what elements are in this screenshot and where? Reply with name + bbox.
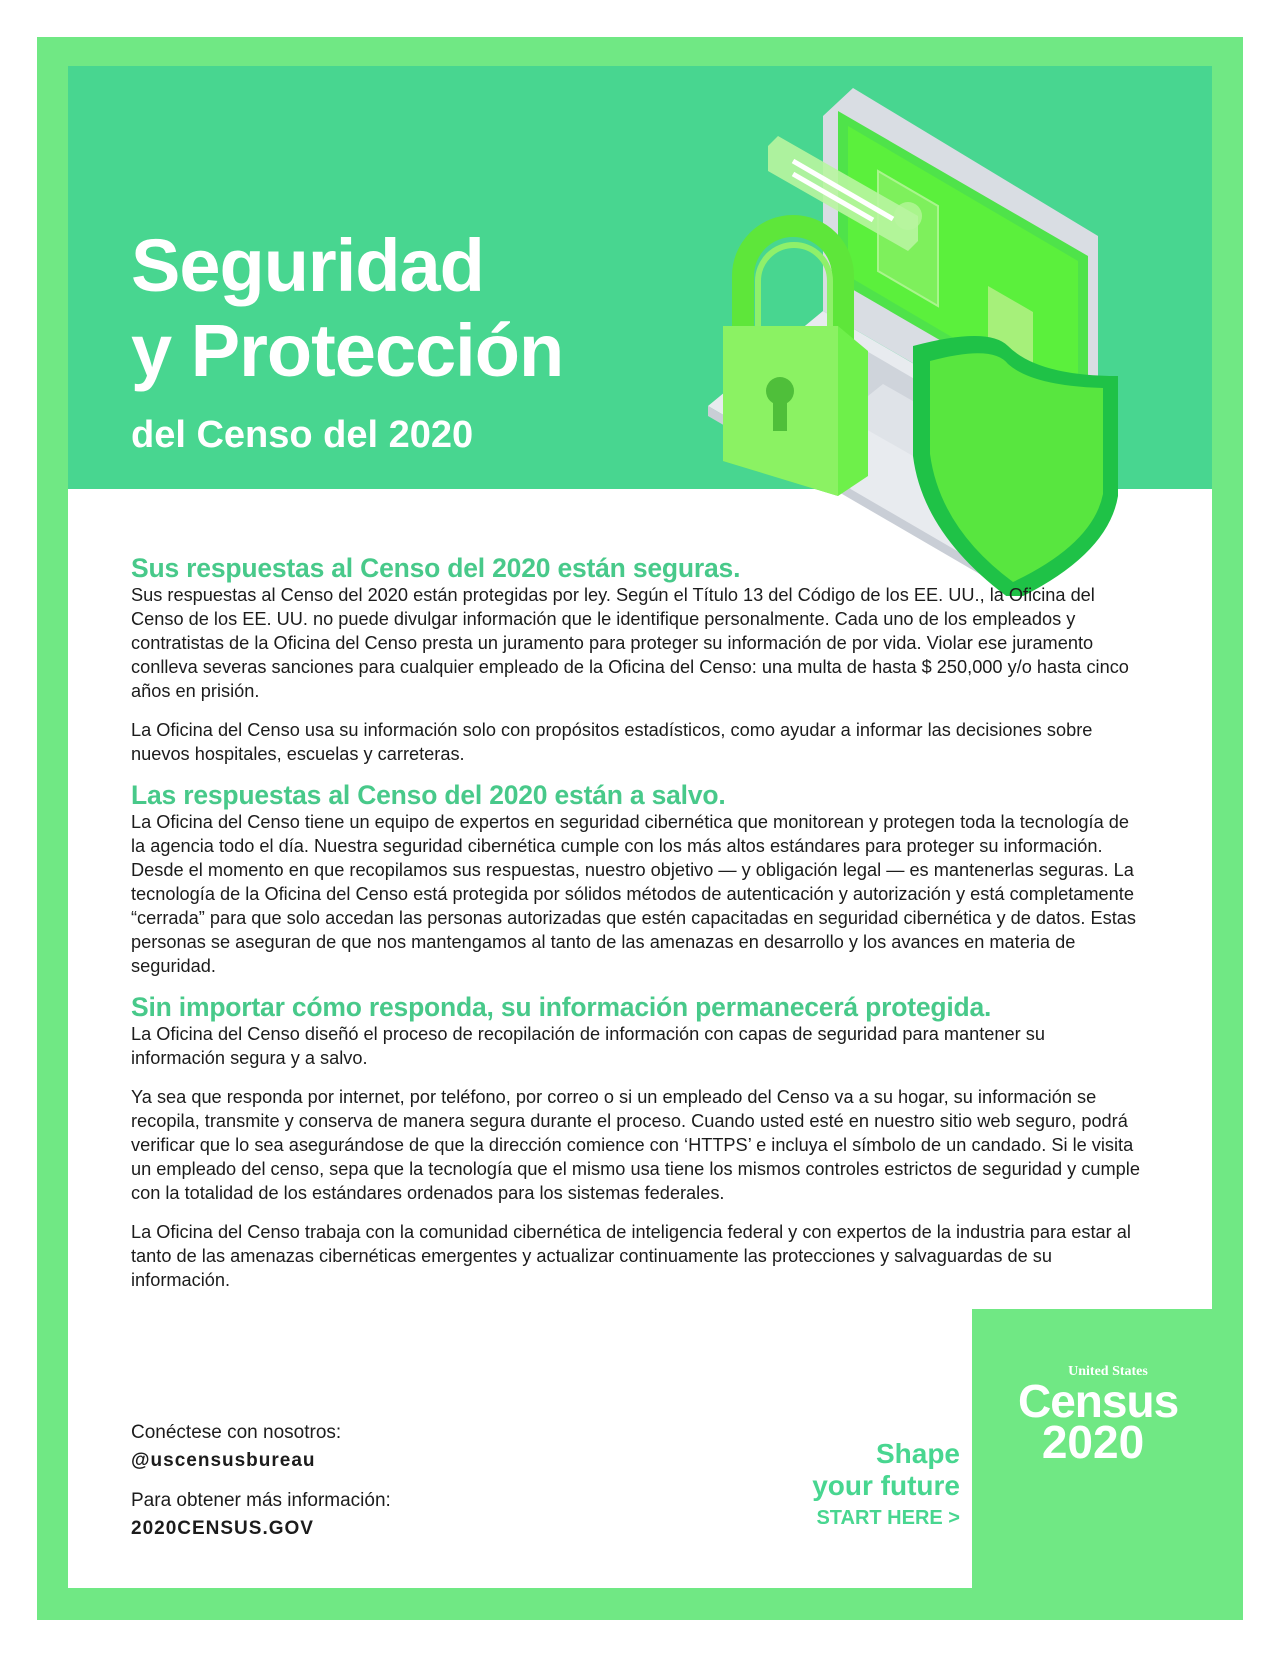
logo-united-states: United States (1068, 1364, 1148, 1379)
tagline-line-1: Shape (875, 1438, 960, 1469)
section-3-heading: Sin importar cómo responda, su información permanecerá protegida. (131, 992, 992, 1022)
flyer (68, 66, 1212, 1588)
start-here-link[interactable]: START HERE > (816, 1507, 960, 1529)
main-content (131, 553, 1141, 1292)
security-illustration (668, 76, 1208, 596)
title-line-2: y Protección (131, 309, 564, 392)
section-1-heading: Sus respuestas al Censo del 2020 están seguras. (131, 553, 741, 583)
connect-label: Conéctese con nosotros: (131, 1422, 342, 1443)
page-title (131, 223, 563, 393)
title-line-1: Seguridad (131, 224, 484, 307)
padlock-icon (723, 226, 868, 496)
section-1-paragraph-1: Sus respuestas al Censo del 2020 están protegidas por ley. Según el Título 13 del Código de los EE. UU., la Oficina del Censo de los EE. UU. no puede divulgar información que le identifique personalmente. Cada uno de los empleados y contratistas de la Oficina del Censo presta un juramento para proteger su información de por vida. Violar ese juramento conlleva severas sanciones para cualquier empleado de la Oficina del Censo: una multa de hasta $ 250,000 y/o hasta cinco años en prisión. (131, 585, 1129, 701)
info-label: Para obtener más información: (131, 1490, 391, 1511)
tagline-line-2: your future (812, 1470, 960, 1501)
section-1-paragraph-2: La Oficina del Censo usa su información solo con propósitos estadísticos, como ayudar a informar las decisiones sobre nuevos hospitales, escuelas y carreteras. (131, 720, 1093, 764)
section-2-paragraph-1: La Oficina del Censo tiene un equipo de expertos en seguridad cibernética que monitorean y protegen toda la tecnología de la agencia todo el día. Nuestra seguridad cibernética cumple con los más altos estándares para proteger su información. Desde el momento en que recopilamos sus respuestas, nuestro objetivo — y obligación legal — es mantenerlas seguras. La tecnología de la Oficina del Censo está protegida por sólidos métodos de autenticación y autorización y está completamente “cerrada” para que solo accedan las personas autorizadas que estén capacitadas en seguridad cibernética y de datos. Estas personas se aseguran de que nos mantengamos al tanto de las amenazas en desarrollo y los avances en materia de seguridad. (131, 812, 1136, 976)
section-3-paragraph-2: Ya sea que responda por internet, por teléfono, por correo o si un empleado del Censo va a su hogar, su información se recopila, transmite y conserva de manera segura durante el proceso. Cuando usted esté en nuestro sitio web seguro, podrá verificar que lo sea asegurándose de que la dirección comience con ‘HTTPS’ e incluya el símbolo de un candado. Si le visita un empleado del censo, sepa que la tecnología que el mismo usa tiene los mismos controles estrictos de seguridad y cumple con la totalidad de los estándares ordenados para los sistemas federales. (131, 1087, 1140, 1203)
tagline (812, 1438, 960, 1532)
social-handle-link[interactable]: @uscensusbureau (131, 1450, 316, 1471)
logo-year: 2020 (1041, 1416, 1145, 1468)
page-subtitle: del Censo del 2020 (131, 414, 474, 456)
website-link[interactable]: 2020CENSUS.GOV (131, 1518, 314, 1539)
section-3-paragraph-1: La Oficina del Censo diseñó el proceso de recopilación de información con capas de seguridad para mantener su información segura y a salvo. (131, 1024, 1045, 1068)
logo-census: Census (1018, 1375, 1179, 1427)
section-2-heading: Las respuestas al Censo del 2020 están a salvo. (131, 780, 726, 810)
section-3-paragraph-3: La Oficina del Censo trabaja con la comunidad cibernética de inteligencia federal y con expertos de la industria para estar al tanto de las amenazas cibernéticas emergentes y actualizar continuamente las protecciones y salvaguardas de su información. (131, 1222, 1131, 1290)
contact-footer (131, 1421, 391, 1541)
census-logo (1018, 1364, 1179, 1468)
census-logo-box (972, 1309, 1212, 1588)
